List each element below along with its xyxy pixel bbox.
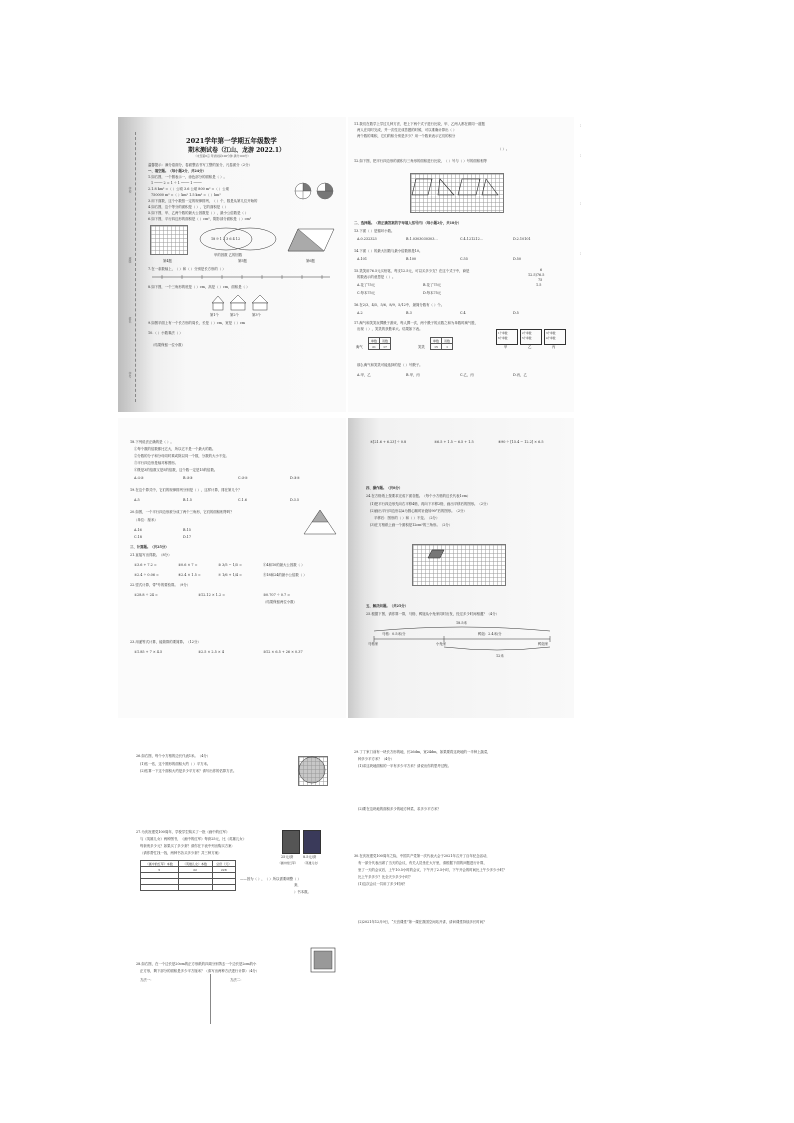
exam-note: 温馨提示：满分卷面分，卷面整洁书写工整的加分，凡卷面分（2分） (148, 163, 252, 167)
q26-item-1: (1)估一估，这个圆形的面积大约（ ）平方米。 (140, 762, 211, 766)
section-2-heading: 二、选择题。（将正确答案的字母填入括号内）（每小题2分，共18分） (354, 221, 462, 225)
q22-item-2: ②12.12 × 1.2 = (198, 593, 226, 597)
exam-page-5 (118, 742, 346, 1027)
book-caption-1: （画中的红军） (278, 861, 298, 865)
section-1-heading: 一、填空题。（每小题2分，共24分） (148, 169, 206, 173)
q4-grid-figure (150, 225, 188, 255)
fraction-circles-figure (294, 181, 339, 203)
question-7: 7.在一条数轴上，（ ）和（ ）分别是长方形的（ ） (148, 267, 226, 271)
die-label-yi: 乙 (528, 345, 532, 349)
die-yi: 2个单数 5个单数 (520, 329, 542, 345)
q14-option-c: C.55 (460, 257, 468, 261)
question-16: 16.在2/3、4/5、5/6、8/9、5/12中，最简分数有（ ）个。 (354, 303, 445, 307)
q21-item-7: ⑦ 1/6 + 1/4 = (218, 573, 242, 577)
question-23: 23.用递等式计算，能简算的要简算。（12分） (130, 640, 201, 644)
q13-option-d: D.2.10101 (513, 237, 531, 241)
question-17: 17.淘气和笑笑玩掷骰子游戏，每人掷一次，两个骰子的点数之和为单数时淘气胜， (354, 321, 479, 325)
q26-item-2: (2)估算一下这个面积大约是多少平方米？请写出你的估算方法。 (140, 769, 237, 773)
question-27b: 与《英雄儿女》两种图书，《画中的红军》每套25元，比《英雄儿女》 (140, 837, 247, 841)
q20-option-b: B.15 (183, 528, 191, 532)
q15-option-c: C.每本75元 (357, 291, 376, 295)
q21-item-8: ⑧18和24的最小公倍数（ ） (263, 573, 307, 577)
method-divider (210, 974, 211, 1024)
q29-item-2: (2)要在这块地的面积多少的地方种菜，求多少平方米？ (358, 807, 441, 811)
margin-mark: ; (580, 122, 582, 127)
q24-item-1: (1)把平行四边形先向右平移4格，再向下平移2格，画出平移后的图形。（2分） (370, 502, 490, 506)
q15-calc-2: 12.5)76.5 (528, 273, 545, 277)
q24-item-4: (3)在方格纸上画一个面积是12cm²的三角形。（2分） (370, 523, 453, 527)
q20-triangle-figure (302, 508, 338, 538)
question-18: 18.下列说法正确的是（ ）。 (130, 440, 174, 444)
q22-item-3: ③0.707 ÷ 0.7 ≈ (263, 593, 291, 597)
q19-option-a: A.5 (134, 498, 140, 502)
sidebar-label-school: 学校 (128, 187, 132, 193)
question-26: 26.如右图，每个小方格的边长代表1米。（4分） (136, 754, 211, 758)
q27-plan-table: 《画中的红军》本数 《英雄儿女》本数 总价（元） 5 22 228 (140, 860, 236, 891)
q25-place-2: 小兔家 (436, 642, 447, 646)
q20-option-d: D.17 (183, 535, 191, 539)
q20-option-a: A.16 (134, 528, 142, 532)
question-11d: （ ）。 (498, 147, 510, 151)
section-4-heading: 四、操作题。（共8分） (366, 486, 403, 490)
margin-mark: ; (580, 200, 582, 205)
q17-option-d: D.丙，乙 (513, 373, 527, 377)
q18-item-2: ②分数的分子和分母同时乘或除以同一个数，分数的大小不变。 (134, 454, 229, 458)
q15-calc-3: 75 (538, 278, 543, 282)
q25-place-3: 鸭妞家 (538, 642, 549, 646)
q15-calc-4: 1.5 (536, 283, 542, 287)
question-11: 11.我们在数学上学过几种方法，把上下两个式子进行比较，甲、乙两人都在做同一道题 (354, 122, 485, 126)
q12-shapes (410, 173, 502, 211)
q30-item-2: (2)2021年12月9日，“天宫课堂”第一课在我国空间站开讲，请问课堂持续多长时间？ (358, 920, 487, 924)
question-6: 6.如下图，平行四边形的面积是（ ）cm²，阴影部分面积是（ ）cm² (148, 217, 252, 221)
q21-item-2: ②0.6 × 7 = (178, 563, 198, 567)
q8-label-2: 第2个 (230, 313, 239, 317)
exam-subtitle: 期末测试卷（江山、龙游 2022.1） (188, 147, 286, 154)
q27-suffix-2: ）书本数。 (294, 890, 311, 894)
q20-option-c: C.18 (134, 535, 142, 539)
question-28: 28.如右图，在一个边长是20cm的正方形纸的四周分别剪去一个边长是2cm的小 (136, 962, 257, 966)
q14-option-d: D.50 (513, 257, 521, 261)
q23-item-1: ①1.85 + 7 × 4.5 (134, 650, 163, 654)
question-29: 29.丁丁家门前有一块长方形的地，长26dm，宽24dm，如果要将这块地的一半种上蔬菜， (354, 750, 491, 754)
question-15: 15.笑笑用76.5元买铅笔，每支12.5元，可以买多少支？在这个式子中，商是 (354, 269, 470, 273)
q23-item-2: ②2.5 × 2.5 × 4 (198, 650, 224, 654)
question-11b: 两人在同时完成，并一次性完成答题的时候，可以准确计算出（ ） (357, 128, 457, 132)
q25-bottom-length: 12米 (496, 654, 504, 658)
q13-option-a: A.0.232323 (357, 237, 377, 241)
q27-suffix: 套， (294, 883, 301, 887)
sidebar-label-class: 班级 (128, 257, 132, 263)
q17-option-b: B.甲，丙 (406, 373, 420, 377)
calc-row-1: ④[21.6 + 6.23] ÷ 0.8 (370, 440, 407, 444)
q21-item-6: ⑥2.4 × 1.5 = (178, 573, 201, 577)
q16-option-b: B.3 (406, 311, 412, 315)
q17-option-c: C.乙，丙 (460, 373, 474, 377)
question-17c: 那么淘气和笑笑可能选择的是（ ）号骰子。 (357, 363, 423, 367)
question-8: 8.如下图，一个三角形的底是（ ）cm，高是（ ）cm，面积是（ ） (148, 285, 250, 289)
question-2b: 750000 m² =（ ）km² 1.5 km² =（ ）hm² (151, 193, 221, 197)
question-1: 1.如右图，一个圆表示一，涂色部分的面积是（ ）。 (148, 175, 227, 179)
question-15b: 的数表示的意思是（ ）。 (357, 275, 396, 279)
q20-unit-label: （单位：厘米） (134, 518, 158, 522)
exam-page-4 (348, 418, 574, 718)
exam-page-3 (118, 418, 346, 718)
q8-label-1: 第1个 (210, 313, 219, 317)
q28-square-figure (310, 947, 336, 973)
q26-circle (298, 756, 326, 784)
q15-option-b: B.花了75元 (423, 283, 442, 287)
exam-page-2 (348, 117, 574, 412)
q25-total: 18.5米 (456, 621, 467, 625)
question-1-line: 1 ──── 2 = 1 ÷ 1 ──── 1 ──── (151, 181, 202, 185)
q18-option-c: C.②④ (238, 476, 248, 480)
die-bing: 3个单数 4个单数 (544, 329, 566, 345)
book-price-1: 25元/套 (281, 855, 294, 859)
q8-label-3: 第3个 (252, 313, 261, 317)
parallelogram-figure (286, 227, 336, 255)
question-30b: 有一部分代表出席了当天的会议，有关人员坐在大厅里，请根据下面的问题进行计算， (358, 861, 487, 865)
question-21: 21.直接写出得数。（8分） (130, 553, 172, 557)
question-29b: 种多少平方米？（4分） (358, 757, 395, 761)
q15-calc-1: 6 (540, 268, 543, 272)
question-13: 13.下面（ ）是循环小数。 (354, 229, 395, 233)
question-30d: 比上午多多少？比全天少多少小时？ (358, 875, 413, 879)
q28-method-1: 方法一： (140, 978, 154, 982)
q15-option-a: A.花了75元 (357, 283, 376, 287)
q16-option-a: A.2 (357, 311, 363, 315)
q21-item-5: ⑤2.4 ÷ 0.06 = (134, 573, 159, 577)
q17-table-taoqi: 单数 双数 21 17 (368, 337, 391, 350)
die-jia: 1个单数 6个单数 (496, 329, 518, 345)
q17-option-a: A.甲，乙 (357, 373, 371, 377)
fig-label-6: 第6题 (306, 259, 315, 263)
q19-option-b: B.1.5 (183, 498, 192, 502)
binding-line (135, 132, 137, 402)
q16-option-d: D.5 (513, 311, 519, 315)
question-2: 2.1.8 km² =（ ）公顷 3.6 公顷 800 m² =（ ）公顷 (148, 187, 229, 191)
q16-option-c: C.4 (460, 311, 466, 315)
question-9: 9.如图平面上有一个长方形的周长，长是（ ）cm，宽是（ ）cm (148, 321, 245, 325)
question-24: 24.在方格纸上按要求完成下面各题。（每个小方格的边长代表1cm） (366, 494, 471, 498)
q22-item-1: ①28.8 ÷ 24 = (134, 593, 158, 597)
q21-item-1: ①3.6 + 7.2 = (134, 563, 157, 567)
q21-item-3: ③ 3/5 − 1/5 = (218, 563, 242, 567)
fig-label-4: 第4题 (163, 259, 172, 263)
question-25: 25.根据下图，请你算一算，马格、鸭妞从小兔家同时出发，经过多少时间相遇？（4分） (366, 612, 499, 616)
book-cover-heroes (303, 830, 321, 854)
q18-option-a: A.①② (134, 476, 144, 480)
question-12: 12.如下图，把平行四边形的面积与三角形的面积进行比较，（ ）号与（ ）号的面积相等 (354, 159, 487, 163)
question-27d: （请你帮忙找一找，两种书各买多少套？共三种方案） (140, 851, 222, 855)
question-10: 10.（ ）小数乘法（ ） (148, 331, 183, 335)
q17-name-taoqi: 淘气 (356, 345, 363, 349)
question-10-hint: （结果保留一位小数） (151, 343, 185, 347)
venn-numbers: 18 9 1 2 3 6 4 12 (211, 237, 241, 241)
die-label-jia: 甲 (504, 345, 508, 349)
q19-option-d: D.3.5 (290, 498, 300, 502)
q28-method-2: 方法二： (230, 978, 244, 982)
q25-left-speed: 马格：0.5米/分 (382, 632, 406, 636)
q17-name-xiaoxiao: 笑笑 (418, 345, 425, 349)
q25-right-speed: 鸭妞：2.4米/分 (478, 632, 502, 636)
house-shapes-figure (210, 293, 270, 311)
question-14: 14.下面（ ）的最大因数与最小倍数都是10。 (354, 249, 423, 253)
q27-note: ——因为（ ），（ ）所以需要调整（ ） (240, 877, 301, 881)
exam-page-6 (348, 742, 574, 1027)
sidebar-label-id: 学号 (128, 372, 132, 378)
q24-parallelogram (412, 544, 504, 584)
q25-distance-diagram (372, 625, 552, 655)
q21-item-4: ④4和10的最大公因数（ ） (263, 563, 305, 567)
book-caption-2: （英雄儿女） (303, 861, 320, 865)
q17-table-xiaoxiao: 单数 双数 15 1 (430, 337, 453, 350)
venn-caption: 甲的因数 乙的因数 (214, 253, 243, 257)
section-5-heading: 五、解决问题。（共25分） (366, 604, 409, 608)
q24-item-3: 平移后：图形的（ ）和（ ）不变。（2分） (374, 516, 440, 520)
q15-option-d: D.每本75元 (423, 291, 442, 295)
q18-item-3: ③平行四边形是轴对称图形。 (134, 461, 179, 465)
question-30c: 坐了一天的会议后，上午10.5小时的会议，下午开了2.5小时，下午开会的时间比上午少多少小时？ (358, 868, 507, 872)
book-cover-red-army (282, 830, 300, 854)
question-11c: 两个数的乘积，它们的积分别是多少？用一个数来表示它们的积分 (357, 134, 456, 138)
question-17b: 出现（ ），笑笑的获胜率大。结果如下表。 (357, 327, 423, 331)
q19-option-c: C.1.6 (238, 498, 247, 502)
question-28b: 正方形，剩下部分的面积是多少平方厘米？（请写出两种方法进行计算）（4分） (140, 969, 260, 973)
calc-row-3: ⑥90 ÷ [15.4 − 12.2] × 6.5 (498, 440, 544, 444)
q22-hint: （结果保留两位小数） (263, 600, 297, 604)
q30-item-1: (1)这次会议一共用了多少时间？ (358, 882, 407, 886)
q29-item-1: (1)求这块地面积的一半有多少平方米？请说出你的思考过程。 (358, 764, 451, 768)
calc-row-2: ⑤6.5 + 1.5 − 6.5 + 1.5 (434, 440, 474, 444)
margin-mark: ; (580, 152, 582, 157)
fig-label-5: 第5题 (238, 259, 247, 263)
question-20: 20.如图，一个平行四边形被分成了两个三角形，它们的面积相等吗？ (130, 510, 234, 514)
q18-option-d: D.③④ (290, 476, 300, 480)
question-22: 22.竖式计算，带*号的要验算。（9分） (130, 583, 191, 587)
question-19: 19.在这个算式中，它们的规律排列分别是（ ），这样计算，排在第几个？ (130, 488, 242, 492)
margin-mark: ; (580, 250, 582, 255)
die-label-bing: 丙 (552, 345, 556, 349)
exam-page-1 (118, 117, 346, 412)
q13-option-b: B.1.0303030303… (406, 237, 438, 241)
q25-place-1: 马格家 (368, 642, 379, 646)
question-3: 3.用下面数，这个小数按一定的规律排列，（ ）个，数是从第几位开始的 (148, 199, 258, 203)
q23-item-3: ③12 × 6.5 + 26 × 0.37 (263, 650, 303, 654)
q14-option-b: B.100 (406, 257, 417, 261)
q18-item-4: ④既是3的倍数又是5的倍数，这个数一定是15的倍数。 (134, 468, 218, 472)
section-3-heading: 三、计算题。（共25分） (130, 545, 169, 549)
question-4: 4.如右图，这个等分的面积是（ ），它的面积是（ ） (148, 205, 228, 209)
number-line (152, 273, 332, 281)
q14-option-a: A.101 (357, 257, 367, 261)
q18-option-b: B.②③ (183, 476, 193, 480)
question-27: 27.为庆祝建党100周年，学校学生购买了一批《画中的红军》 (136, 830, 230, 834)
exam-info: （未至第6章 考试时间100分钟 满分100分） (194, 154, 251, 158)
q24-item-2: (2)画出平行四边形以A为圆心顺时针旋转90°后的图形。（2分） (370, 509, 467, 513)
q13-option-c: C.4.121212… (460, 237, 484, 241)
question-5: 5.如下图，甲、乙两个数的最大公因数是（ ），最小公倍数是（ ） (148, 211, 249, 215)
question-27c: 每套贵多少元？如果买了多少套？请你在下表中列出购买方案： (140, 844, 235, 848)
q18-item-1: ①每个数的倍数都比它大，所以它不是一个最大的数。 (134, 447, 216, 451)
question-30: 30.在庆祝建党100周年之际，中国共产党第一次代表大会于2021年召开了百年纪念活动， (354, 854, 490, 858)
book-price-2: 8.5元/套 (303, 855, 317, 859)
exam-title: 2021学年第一学期五年级数学 (186, 137, 277, 145)
sidebar-label-name: 姓名 (128, 317, 132, 323)
